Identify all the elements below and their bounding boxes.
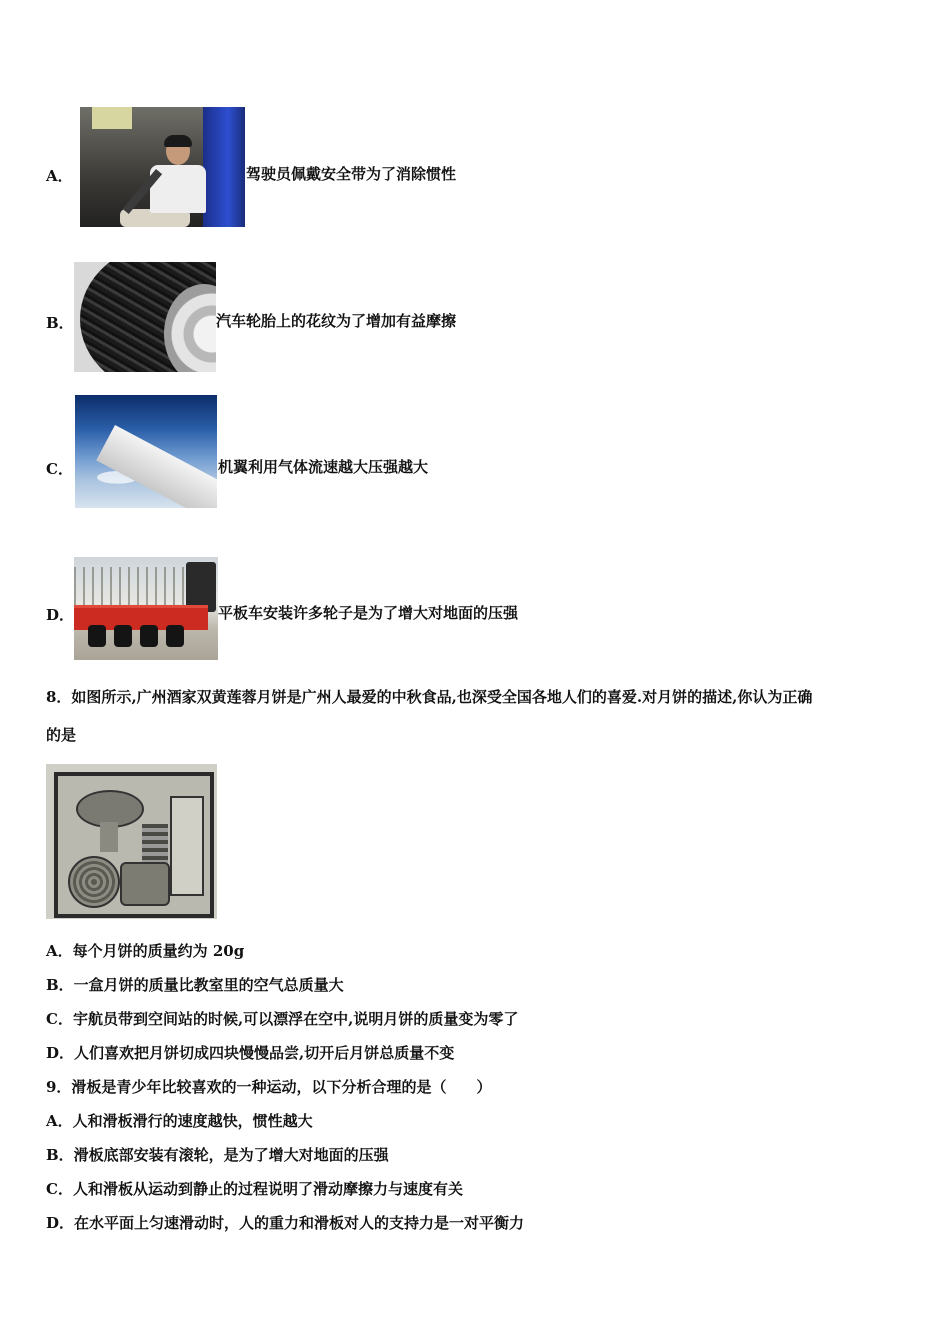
airplane-wing-photo: [75, 395, 217, 508]
option-b-text: 汽车轮胎上的花纹为了增加有益摩擦: [216, 312, 457, 330]
q8-option-d: D．人们喜欢把月饼切成四块慢慢品尝,切开后月饼总质量不变: [46, 1044, 455, 1062]
option-d-letter: D．: [46, 606, 75, 624]
q8-stem-line2: 的是: [46, 726, 77, 744]
flatbed-truck-photo: [74, 557, 218, 660]
option-d-text: 平板车安装许多轮子是为了增大对地面的压强: [218, 604, 519, 622]
q8-option-a: A．每个月饼的质量约为 20g: [46, 942, 245, 960]
seatbelt-photo: [80, 107, 245, 227]
option-c-letter: C．: [46, 460, 73, 478]
q9-option-c: C．人和滑板从运动到静止的过程说明了滑动摩擦力与速度有关: [46, 1180, 463, 1198]
q8-option-c: C．宇航员带到空间站的时候,可以漂浮在空中,说明月饼的质量变为零了: [46, 1010, 519, 1028]
tire-photo: [74, 262, 216, 372]
option-b-letter: B．: [46, 314, 74, 332]
mooncake-box-image: [46, 764, 217, 919]
q9-option-a: A．人和滑板滑行的速度越快，惯性越大: [46, 1112, 313, 1130]
option-a-letter: A．: [46, 167, 73, 185]
q9-option-b: B．滑板底部安装有滚轮，是为了增大对地面的压强: [46, 1146, 389, 1164]
q9-option-d: D．在水平面上匀速滑动时，人的重力和滑板对人的支持力是一对平衡力: [46, 1214, 525, 1232]
q8-stem-line1: 8．如图所示,广州酒家双黄莲蓉月饼是广州人最爱的中秋食品,也深受全国各地人们的喜爱.对月饼的描述,你认为正确: [46, 688, 813, 706]
q8-option-b: B．一盒月饼的质量比教室里的空气总质量大: [46, 976, 344, 994]
option-c-text: 机翼利用气体流速越大压强越大: [218, 458, 429, 476]
option-a-text: 驾驶员佩戴安全带为了消除惯性: [246, 165, 457, 183]
q9-stem: 9．滑板是青少年比较喜欢的一种运动，以下分析合理的是（ ）: [46, 1078, 492, 1096]
